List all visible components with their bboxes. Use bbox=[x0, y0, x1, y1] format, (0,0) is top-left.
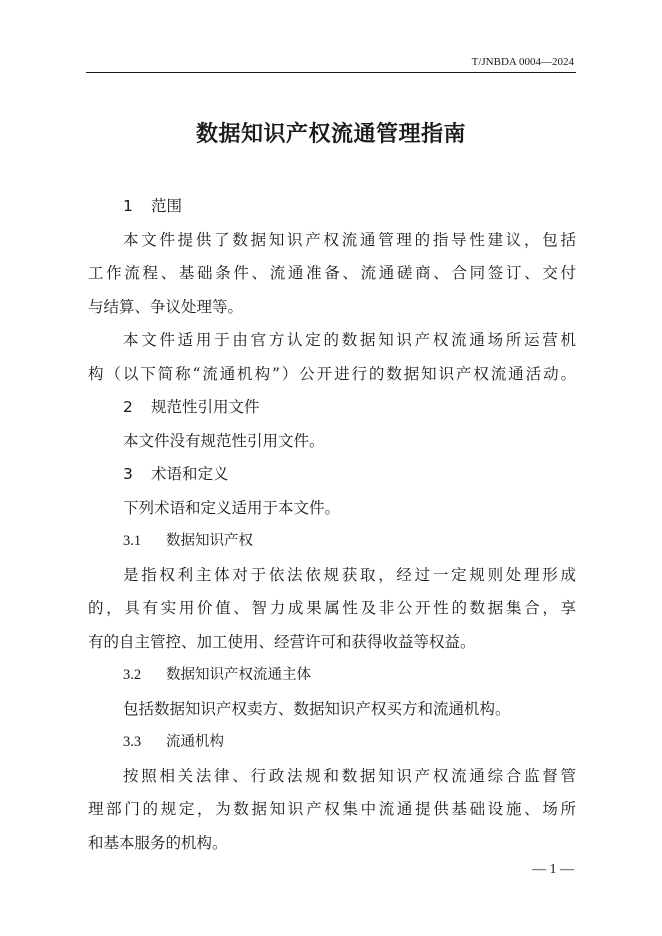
paragraph-line: 下列术语和定义适用于本文件。 bbox=[123, 498, 341, 517]
term-name: 流通机构 bbox=[166, 734, 224, 750]
document-title: 数据知识产权流通管理指南 bbox=[195, 121, 466, 147]
term-number: 3.3 bbox=[123, 734, 142, 750]
paragraph-line: 的，具有实用价值、智力成果属性及非公开性的数据集合，享 bbox=[88, 599, 576, 617]
section-heading-terms bbox=[88, 458, 576, 492]
paragraph-line: 按照相关法律、行政法规和数据知识产权流通综合监督管 bbox=[123, 766, 576, 785]
paragraph-line: 有的自主管控、加工使用、经营许可和获得收益等权益。 bbox=[88, 632, 476, 651]
term-name: 数据知识产权流通主体 bbox=[166, 667, 311, 683]
term-name: 数据知识产权 bbox=[166, 533, 253, 549]
paragraph-line: 工作流程、基础条件、流通准备、流通磋商、合同签订、交付 bbox=[88, 264, 576, 282]
section-number: 2 bbox=[123, 398, 133, 416]
term-entry-heading bbox=[88, 726, 576, 760]
paragraph-line: 和基本服务的机构。 bbox=[88, 833, 228, 852]
paragraph-line: 是指权利主体对于依法依规获取，经过一定规则处理形成 bbox=[123, 565, 576, 584]
section-number: 3 bbox=[123, 465, 133, 483]
term-entry-heading bbox=[88, 525, 576, 559]
section-heading-normative-references bbox=[88, 391, 576, 425]
section-title: 规范性引用文件 bbox=[151, 398, 260, 416]
paragraph-line: 与结算、争议处理等。 bbox=[88, 297, 244, 316]
term-number: 3.1 bbox=[123, 533, 142, 549]
section-title: 术语和定义 bbox=[151, 465, 229, 483]
header-rule bbox=[86, 72, 576, 73]
standard-code: T/JNBDA 0004—2024 bbox=[471, 56, 574, 68]
term-number: 3.2 bbox=[123, 667, 142, 683]
section-number: 1 bbox=[123, 197, 133, 215]
paragraph-line: 理部门的规定，为数据知识产权集中流通提供基础设施、场所 bbox=[88, 800, 576, 818]
paragraph-line: 本文件适用于由官方认定的数据知识产权流通场所运营机 bbox=[123, 331, 576, 349]
page-number: — 1 — bbox=[532, 862, 574, 877]
paragraph-line: 构（以下简称“流通机构”）公开进行的数据知识产权流通活动。 bbox=[88, 364, 576, 383]
paragraph-line: 本文件没有规范性引用文件。 bbox=[123, 431, 325, 450]
term-entry-heading bbox=[88, 659, 576, 693]
section-title: 范围 bbox=[151, 197, 183, 215]
paragraph-line: 本文件提供了数据知识产权流通管理的指导性建议，包括 bbox=[123, 230, 576, 249]
section-heading-scope bbox=[88, 190, 576, 224]
document-body bbox=[88, 190, 576, 860]
paragraph-line: 包括数据知识产权卖方、数据知识产权买方和流通机构。 bbox=[123, 699, 511, 718]
